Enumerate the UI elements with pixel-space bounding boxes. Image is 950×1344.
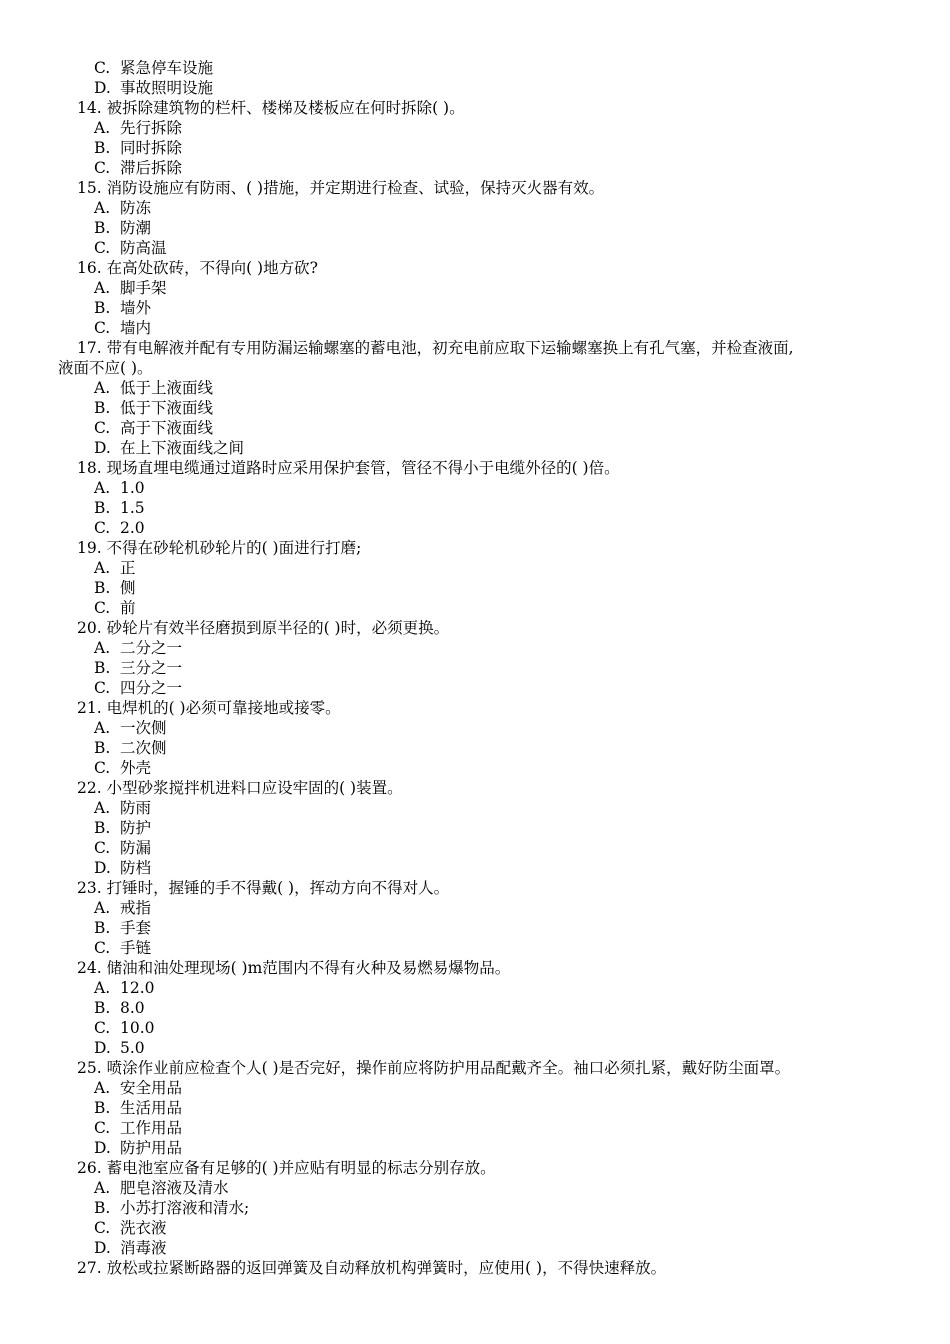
option-letter: C. (94, 1119, 111, 1137)
answer-option (0, 198, 950, 218)
question-text: 17. 带有电解液并配有专用防漏运输螺塞的蓄电池，初充电前应取下运输螺塞换上有孔气塞，并检查液面, (77, 339, 794, 357)
question-text: 21. 电焊机的( )必须可靠接地或接零。 (77, 699, 341, 717)
option-text: 墙内 (120, 319, 152, 337)
question-text: 25. 喷涂作业前应检查个人( )是否完好，操作前应将防护用品配戴齐全。袖口必须扎紧，戴好防尘面罩。 (77, 1059, 791, 1077)
option-text: 戒指 (120, 899, 152, 917)
option-text: 防冻 (120, 199, 152, 217)
option-text: 低于下液面线 (120, 399, 214, 417)
option-letter: B. (94, 579, 111, 597)
answer-option (0, 598, 950, 618)
answer-option (0, 1098, 950, 1118)
answer-option (0, 1038, 950, 1058)
option-text: 防雨 (120, 799, 152, 817)
option-letter: C. (94, 419, 111, 437)
option-text: 生活用品 (120, 1099, 183, 1117)
answer-option (0, 1218, 950, 1238)
option-text: 正 (120, 559, 136, 577)
question-text: 16. 在高处砍砖，不得向( )地方砍? (77, 259, 318, 277)
option-text: 8.0 (120, 999, 145, 1017)
question-text-continued: 液面不应( )。 (58, 359, 153, 377)
answer-option (0, 1078, 950, 1098)
option-text: 低于上液面线 (120, 379, 214, 397)
option-text: 墙外 (120, 299, 152, 317)
option-text: 洗衣液 (120, 1219, 167, 1237)
option-text: 10.0 (120, 1019, 155, 1037)
option-letter: D. (94, 1239, 111, 1257)
option-text: 工作用品 (120, 1119, 183, 1137)
option-letter: C. (94, 679, 111, 697)
option-letter: A. (94, 719, 111, 737)
answer-option (0, 978, 950, 998)
answer-option (0, 58, 950, 78)
option-letter: A. (94, 1179, 111, 1197)
option-text: 前 (120, 599, 136, 617)
question-text: 26. 蓄电池室应备有足够的( )并应贴有明显的标志分别存放。 (77, 1159, 496, 1177)
option-letter: C. (94, 599, 111, 617)
answer-option (0, 1018, 950, 1038)
answer-option (0, 678, 950, 698)
option-text: 外壳 (120, 759, 152, 777)
option-text: 消毒液 (120, 1239, 167, 1257)
option-letter: B. (94, 919, 111, 937)
option-text: 脚手架 (120, 279, 167, 297)
option-text: 防护用品 (120, 1139, 183, 1157)
option-text: 三分之一 (120, 659, 183, 677)
answer-option (0, 1178, 950, 1198)
option-letter: A. (94, 479, 111, 497)
option-text: 手链 (120, 939, 152, 957)
answer-option (0, 478, 950, 498)
option-text: 5.0 (120, 1039, 145, 1057)
question-text: 18. 现场直埋电缆通过道路时应采用保护套管，管径不得小于电缆外径的( )倍。 (77, 459, 620, 477)
question-text: 15. 消防设施应有防雨、( )措施，并定期进行检查、试验，保持灭火器有效。 (77, 179, 605, 197)
option-text: 二分之一 (120, 639, 183, 657)
option-letter: B. (94, 1199, 111, 1217)
option-text: 二次侧 (120, 739, 167, 757)
answer-option (0, 638, 950, 658)
option-letter: C. (94, 939, 111, 957)
answer-option (0, 558, 950, 578)
option-letter: B. (94, 499, 111, 517)
option-letter: A. (94, 639, 111, 657)
answer-option (0, 938, 950, 958)
option-text: 防潮 (120, 219, 152, 237)
option-text: 防护 (120, 819, 152, 837)
question-text: 27. 放松或拉紧断路器的返回弹簧及自动释放机构弹簧时，应使用( )，不得快速释放。 (77, 1259, 667, 1277)
option-letter: B. (94, 1099, 111, 1117)
question-text: 23. 打锤时，握锤的手不得戴( )，挥动方向不得对人。 (77, 879, 450, 897)
answer-option (0, 238, 950, 258)
option-letter: B. (94, 399, 111, 417)
option-letter: B. (94, 299, 111, 317)
option-letter: A. (94, 899, 111, 917)
option-text: 肥皂溶液及清水 (120, 1179, 229, 1197)
answer-option (0, 718, 950, 738)
option-letter: A. (94, 199, 111, 217)
option-letter: A. (94, 379, 111, 397)
option-text: 安全用品 (120, 1079, 183, 1097)
option-text: 12.0 (120, 979, 155, 997)
question-text: 24. 储油和油处理现场( )m范围内不得有火种及易燃易爆物品。 (77, 959, 511, 977)
answer-option (0, 438, 950, 458)
option-text: 事故照明设施 (120, 79, 214, 97)
option-letter: A. (94, 559, 111, 577)
answer-option (0, 1198, 950, 1218)
answer-option (0, 578, 950, 598)
option-letter: D. (94, 859, 111, 877)
answer-option (0, 1238, 950, 1258)
option-text: 小苏打溶液和清水; (120, 1199, 250, 1217)
answer-option (0, 898, 950, 918)
option-letter: C. (94, 319, 111, 337)
answer-option (0, 918, 950, 938)
answer-option (0, 398, 950, 418)
answer-option (0, 758, 950, 778)
answer-option (0, 1118, 950, 1138)
option-letter: B. (94, 999, 111, 1017)
option-text: 防高温 (120, 239, 167, 257)
question-text: 19. 不得在砂轮机砂轮片的( )面进行打磨; (77, 539, 362, 557)
option-text: 1.0 (120, 479, 145, 497)
answer-option (0, 278, 950, 298)
option-text: 一次侧 (120, 719, 167, 737)
option-letter: C. (94, 519, 111, 537)
option-letter: C. (94, 839, 111, 857)
option-letter: C. (94, 1219, 111, 1237)
option-text: 先行拆除 (120, 119, 183, 137)
question-list (0, 58, 950, 1278)
option-text: 2.0 (120, 519, 145, 537)
option-text: 四分之一 (120, 679, 183, 697)
answer-option (0, 658, 950, 678)
option-text: 高于下液面线 (120, 419, 214, 437)
option-letter: D. (94, 79, 111, 97)
answer-option (0, 838, 950, 858)
answer-option (0, 158, 950, 178)
answer-option (0, 418, 950, 438)
answer-option (0, 298, 950, 318)
option-letter: D. (94, 1039, 111, 1057)
answer-option (0, 1138, 950, 1158)
answer-option (0, 518, 950, 538)
option-text: 在上下液面线之间 (120, 439, 245, 457)
option-text: 紧急停车设施 (120, 59, 214, 77)
option-text: 防漏 (120, 839, 152, 857)
option-letter: C. (94, 159, 111, 177)
option-letter: A. (94, 1079, 111, 1097)
option-text: 同时拆除 (120, 139, 183, 157)
answer-option (0, 378, 950, 398)
question-text: 20. 砂轮片有效半径磨损到原半径的( )时，必须更换。 (77, 619, 450, 637)
option-text: 侧 (120, 579, 136, 597)
answer-option (0, 858, 950, 878)
option-text: 手套 (120, 919, 152, 937)
option-letter: B. (94, 219, 111, 237)
option-letter: C. (94, 759, 111, 777)
answer-option (0, 798, 950, 818)
option-letter: B. (94, 819, 111, 837)
option-letter: D. (94, 1139, 111, 1157)
answer-option (0, 218, 950, 238)
option-letter: C. (94, 59, 111, 77)
option-letter: B. (94, 659, 111, 677)
option-letter: D. (94, 439, 111, 457)
option-text: 1.5 (120, 499, 145, 517)
answer-option (0, 318, 950, 338)
answer-option (0, 738, 950, 758)
question-text: 14. 被拆除建筑物的栏杆、楼梯及楼板应在何时拆除( )。 (77, 99, 465, 117)
question-text: 22. 小型砂浆搅拌机进料口应设牢固的( )装置。 (77, 779, 403, 797)
option-letter: A. (94, 799, 111, 817)
option-letter: C. (94, 239, 111, 257)
answer-option (0, 138, 950, 158)
option-letter: A. (94, 279, 111, 297)
option-text: 滞后拆除 (120, 159, 183, 177)
option-letter: A. (94, 979, 111, 997)
option-letter: A. (94, 119, 111, 137)
answer-option (0, 818, 950, 838)
answer-option (0, 78, 950, 98)
answer-option (0, 118, 950, 138)
option-letter: B. (94, 139, 111, 157)
option-letter: B. (94, 739, 111, 757)
option-letter: C. (94, 1019, 111, 1037)
option-text: 防档 (120, 859, 152, 877)
answer-option (0, 998, 950, 1018)
answer-option (0, 498, 950, 518)
